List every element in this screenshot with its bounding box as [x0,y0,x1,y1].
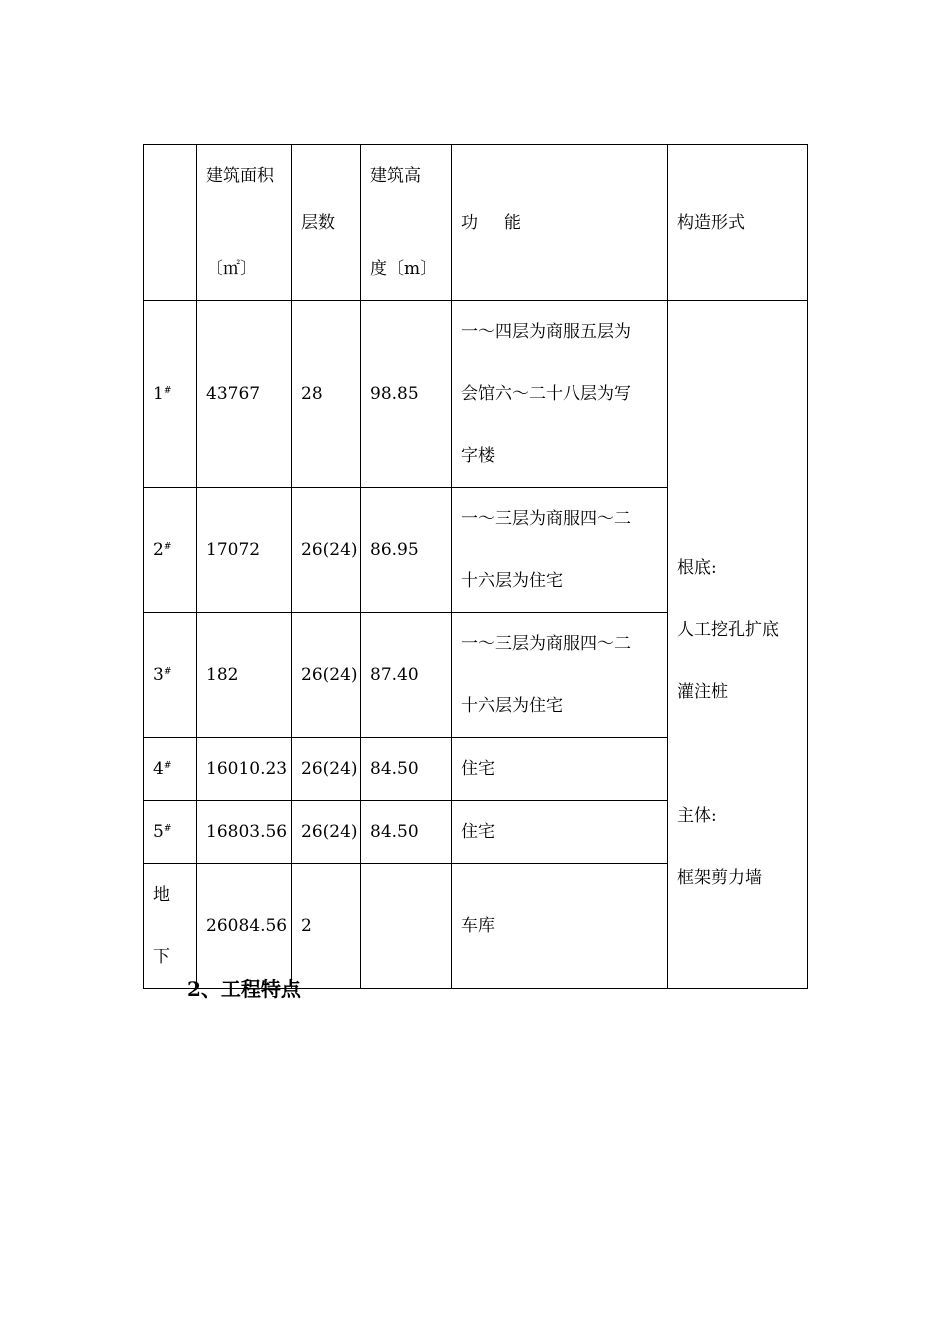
header-structure: 构造形式 [668,145,808,301]
main-label: 主体: [677,805,717,826]
row-id: 2# [144,488,197,613]
row-function: 住宅 [452,738,668,801]
row-height: 98.85 [361,301,452,488]
row-height: 86.95 [361,488,452,613]
section-heading: 2、工程特点 [187,977,301,1001]
row-function: 一～三层为商服四～二 十六层为住宅 [452,488,668,613]
row-area: 16803.56 [197,801,292,864]
row-floors: 26(24) [292,488,361,613]
main-value: 框架剪力墙 [677,867,762,888]
foundation-line2: 灌注桩 [677,681,728,702]
foundation-line1: 人工挖孔扩底 [677,619,779,640]
row-height: 87.40 [361,613,452,738]
structure-cell [668,301,808,989]
row-height: 84.50 [361,801,452,864]
header-floors: 层数 [292,145,361,301]
row-floors: 26(24) [292,801,361,864]
row-floors: 26(24) [292,738,361,801]
building-spec-table [143,144,808,989]
row-id: 1# [144,301,197,488]
header-function: 功 能 [452,145,668,301]
row-floors: 26(24) [292,613,361,738]
row-area: 182 [197,613,292,738]
row-id: 地 下 [144,864,197,989]
row-function: 车库 [452,864,668,989]
row-area: 26084.56 [197,864,292,989]
row-id: 4# [144,738,197,801]
table-row [144,301,808,488]
table-header-row [144,145,808,301]
header-height: 建筑高 度〔m〕 [361,145,452,301]
row-function: 住宅 [452,801,668,864]
row-floors: 28 [292,301,361,488]
header-id-cell [144,145,197,301]
row-id: 3# [144,613,197,738]
row-floors: 2 [292,864,361,989]
row-function: 一～三层为商服四～二 十六层为住宅 [452,613,668,738]
header-area: 建筑面积 〔㎡〕 [197,145,292,301]
row-area: 16010.23 [197,738,292,801]
row-area: 17072 [197,488,292,613]
foundation-label: 根底: [677,557,717,578]
row-function: 一～四层为商服五层为 会馆六～二十八层为写 字楼 [452,301,668,488]
row-height [361,864,452,989]
row-height: 84.50 [361,738,452,801]
row-id: 5# [144,801,197,864]
row-area: 43767 [197,301,292,488]
